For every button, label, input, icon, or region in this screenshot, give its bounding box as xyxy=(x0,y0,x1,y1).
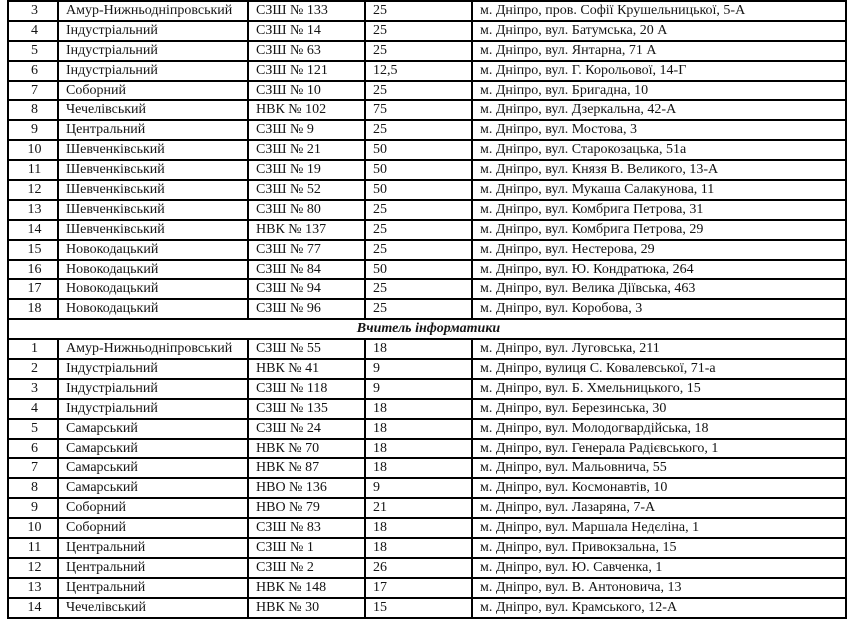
cell-district: Індустріальний xyxy=(58,359,248,379)
cell-school: СЗШ № 83 xyxy=(248,518,365,538)
cell-address: м. Дніпро, вул. Генерала Радієвського, 1 xyxy=(472,439,846,459)
cell-address: м. Дніпро, вул. Мальовнича, 55 xyxy=(472,458,846,478)
cell-hours: 18 xyxy=(365,518,472,538)
cell-school: НВО № 136 xyxy=(248,478,365,498)
table-row xyxy=(8,100,846,120)
cell-district: Шевченківський xyxy=(58,180,248,200)
table-row xyxy=(8,21,846,41)
cell-school: СЗШ № 80 xyxy=(248,200,365,220)
cell-address: м. Дніпро, вул. Мостова, 3 xyxy=(472,120,846,140)
table-row xyxy=(8,458,846,478)
cell-row-number: 7 xyxy=(8,81,58,101)
cell-district: Соборний xyxy=(58,81,248,101)
cell-district: Чечелівський xyxy=(58,598,248,618)
cell-address: м. Дніпро, вул. Ю. Кондратюка, 264 xyxy=(472,260,846,280)
cell-row-number: 12 xyxy=(8,558,58,578)
table-row xyxy=(8,399,846,419)
cell-school: НВК № 41 xyxy=(248,359,365,379)
cell-row-number: 14 xyxy=(8,220,58,240)
cell-row-number: 7 xyxy=(8,458,58,478)
table-row xyxy=(8,180,846,200)
cell-district: Індустріальний xyxy=(58,61,248,81)
cell-school: СЗШ № 1 xyxy=(248,538,365,558)
table-row xyxy=(8,498,846,518)
cell-school: СЗШ № 21 xyxy=(248,140,365,160)
cell-district: Центральний xyxy=(58,120,248,140)
cell-address: м. Дніпро, вул. Старокозацька, 51а xyxy=(472,140,846,160)
cell-school: СЗШ № 96 xyxy=(248,299,365,319)
cell-hours: 25 xyxy=(365,1,472,21)
cell-district: Амур-Нижньодніпровський xyxy=(58,339,248,359)
cell-address: м. Дніпро, вул. Бригадна, 10 xyxy=(472,81,846,101)
cell-address: м. Дніпро, вул. Космонавтів, 10 xyxy=(472,478,846,498)
cell-school: СЗШ № 2 xyxy=(248,558,365,578)
cell-hours: 50 xyxy=(365,160,472,180)
cell-school: СЗШ № 94 xyxy=(248,279,365,299)
cell-district: Шевченківський xyxy=(58,140,248,160)
table-row xyxy=(8,200,846,220)
cell-district: Новокодацький xyxy=(58,260,248,280)
cell-hours: 9 xyxy=(365,478,472,498)
cell-row-number: 6 xyxy=(8,439,58,459)
table-row xyxy=(8,558,846,578)
cell-district: Новокодацький xyxy=(58,279,248,299)
cell-school: СЗШ № 77 xyxy=(248,240,365,260)
cell-school: СЗШ № 24 xyxy=(248,419,365,439)
cell-district: Шевченківський xyxy=(58,160,248,180)
section-title-row xyxy=(8,319,846,339)
table-row xyxy=(8,518,846,538)
cell-address: м. Дніпро, вул. Дзеркальна, 42-А xyxy=(472,100,846,120)
cell-row-number: 10 xyxy=(8,518,58,538)
cell-address: м. Дніпро, вул. Нестерова, 29 xyxy=(472,240,846,260)
cell-district: Новокодацький xyxy=(58,240,248,260)
cell-hours: 18 xyxy=(365,439,472,459)
cell-district: Самарський xyxy=(58,439,248,459)
cell-hours: 21 xyxy=(365,498,472,518)
cell-address: м. Дніпро, вул. Янтарна, 71 А xyxy=(472,41,846,61)
cell-hours: 26 xyxy=(365,558,472,578)
cell-row-number: 6 xyxy=(8,61,58,81)
cell-school: СЗШ № 55 xyxy=(248,339,365,359)
cell-district: Центральний xyxy=(58,538,248,558)
cell-hours: 25 xyxy=(365,279,472,299)
cell-hours: 50 xyxy=(365,260,472,280)
cell-address: м. Дніпро, вул. Луговська, 211 xyxy=(472,339,846,359)
cell-hours: 50 xyxy=(365,180,472,200)
cell-school: НВК № 30 xyxy=(248,598,365,618)
cell-school: СЗШ № 10 xyxy=(248,81,365,101)
cell-row-number: 11 xyxy=(8,538,58,558)
cell-school: НВО № 79 xyxy=(248,498,365,518)
cell-school: НВК № 87 xyxy=(248,458,365,478)
cell-address: м. Дніпро, пров. Софії Крушельницької, 5-А xyxy=(472,1,846,21)
table-row xyxy=(8,1,846,21)
table-row xyxy=(8,240,846,260)
cell-district: Самарський xyxy=(58,458,248,478)
cell-address: м. Дніпро, вул. Князя В. Великого, 13-А xyxy=(472,160,846,180)
cell-school: СЗШ № 14 xyxy=(248,21,365,41)
cell-row-number: 9 xyxy=(8,498,58,518)
cell-hours: 25 xyxy=(365,299,472,319)
cell-row-number: 13 xyxy=(8,200,58,220)
table-row xyxy=(8,578,846,598)
cell-row-number: 2 xyxy=(8,359,58,379)
cell-district: Новокодацький xyxy=(58,299,248,319)
cell-school: СЗШ № 52 xyxy=(248,180,365,200)
cell-school: СЗШ № 19 xyxy=(248,160,365,180)
cell-address: м. Дніпро, вул. Батумська, 20 А xyxy=(472,21,846,41)
cell-hours: 15 xyxy=(365,598,472,618)
table-row xyxy=(8,260,846,280)
cell-district: Індустріальний xyxy=(58,399,248,419)
cell-row-number: 8 xyxy=(8,100,58,120)
table-row xyxy=(8,81,846,101)
cell-school: НВК № 102 xyxy=(248,100,365,120)
cell-district: Соборний xyxy=(58,518,248,538)
cell-hours: 75 xyxy=(365,100,472,120)
cell-row-number: 18 xyxy=(8,299,58,319)
cell-district: Шевченківський xyxy=(58,200,248,220)
cell-row-number: 1 xyxy=(8,339,58,359)
cell-address: м. Дніпро, вул. Коробова, 3 xyxy=(472,299,846,319)
cell-hours: 25 xyxy=(365,220,472,240)
table-row xyxy=(8,61,846,81)
cell-row-number: 4 xyxy=(8,21,58,41)
cell-school: СЗШ № 9 xyxy=(248,120,365,140)
cell-row-number: 17 xyxy=(8,279,58,299)
cell-hours: 9 xyxy=(365,359,472,379)
cell-address: м. Дніпро, вул. Молодогвардійська, 18 xyxy=(472,419,846,439)
table-row xyxy=(8,379,846,399)
cell-district: Амур-Нижньодніпровський xyxy=(58,1,248,21)
cell-row-number: 5 xyxy=(8,419,58,439)
cell-row-number: 16 xyxy=(8,260,58,280)
cell-address: м. Дніпро, вул. Березинська, 30 xyxy=(472,399,846,419)
cell-row-number: 13 xyxy=(8,578,58,598)
cell-row-number: 15 xyxy=(8,240,58,260)
cell-school: СЗШ № 121 xyxy=(248,61,365,81)
cell-hours: 25 xyxy=(365,81,472,101)
table-row xyxy=(8,359,846,379)
cell-district: Центральний xyxy=(58,578,248,598)
table-row xyxy=(8,299,846,319)
cell-row-number: 5 xyxy=(8,41,58,61)
cell-school: СЗШ № 135 xyxy=(248,399,365,419)
cell-school: СЗШ № 63 xyxy=(248,41,365,61)
cell-district: Індустріальний xyxy=(58,379,248,399)
cell-address: м. Дніпро, вул. Г. Корольової, 14-Г xyxy=(472,61,846,81)
cell-row-number: 12 xyxy=(8,180,58,200)
cell-address: м. Дніпро, вул. Комбрига Петрова, 31 xyxy=(472,200,846,220)
cell-district: Чечелівський xyxy=(58,100,248,120)
table-row xyxy=(8,120,846,140)
cell-school: СЗШ № 118 xyxy=(248,379,365,399)
table-row xyxy=(8,160,846,180)
cell-hours: 18 xyxy=(365,399,472,419)
cell-hours: 18 xyxy=(365,538,472,558)
table-row xyxy=(8,439,846,459)
cell-district: Індустріальний xyxy=(58,41,248,61)
cell-hours: 17 xyxy=(365,578,472,598)
cell-hours: 9 xyxy=(365,379,472,399)
cell-row-number: 10 xyxy=(8,140,58,160)
cell-address: м. Дніпро, вул. В. Антоновича, 13 xyxy=(472,578,846,598)
cell-row-number: 9 xyxy=(8,120,58,140)
table-row xyxy=(8,41,846,61)
cell-hours: 25 xyxy=(365,200,472,220)
cell-district: Центральний xyxy=(58,558,248,578)
schools-table xyxy=(7,0,847,619)
table-row xyxy=(8,220,846,240)
cell-hours: 25 xyxy=(365,240,472,260)
cell-hours: 25 xyxy=(365,41,472,61)
cell-school: НВК № 70 xyxy=(248,439,365,459)
cell-address: м. Дніпро, вул. Ю. Савченка, 1 xyxy=(472,558,846,578)
cell-hours: 12,5 xyxy=(365,61,472,81)
cell-row-number: 11 xyxy=(8,160,58,180)
table-row xyxy=(8,339,846,359)
cell-district: Шевченківський xyxy=(58,220,248,240)
cell-row-number: 14 xyxy=(8,598,58,618)
cell-address: м. Дніпро, вулиця С. Ковалевської, 71-а xyxy=(472,359,846,379)
cell-row-number: 3 xyxy=(8,1,58,21)
cell-row-number: 3 xyxy=(8,379,58,399)
cell-school: НВК № 148 xyxy=(248,578,365,598)
cell-row-number: 4 xyxy=(8,399,58,419)
cell-hours: 25 xyxy=(365,21,472,41)
schools-table-body xyxy=(8,1,846,618)
cell-row-number: 8 xyxy=(8,478,58,498)
cell-school: СЗШ № 84 xyxy=(248,260,365,280)
cell-hours: 25 xyxy=(365,120,472,140)
cell-district: Самарський xyxy=(58,419,248,439)
cell-hours: 18 xyxy=(365,339,472,359)
cell-address: м. Дніпро, вул. Маршала Недєліна, 1 xyxy=(472,518,846,538)
table-row xyxy=(8,538,846,558)
cell-hours: 18 xyxy=(365,419,472,439)
cell-address: м. Дніпро, вул. Б. Хмельницького, 15 xyxy=(472,379,846,399)
table-row xyxy=(8,140,846,160)
cell-district: Індустріальний xyxy=(58,21,248,41)
cell-hours: 50 xyxy=(365,140,472,160)
cell-address: м. Дніпро, вул. Привокзальна, 15 xyxy=(472,538,846,558)
cell-district: Соборний xyxy=(58,498,248,518)
table-row xyxy=(8,419,846,439)
cell-school: НВК № 137 xyxy=(248,220,365,240)
cell-address: м. Дніпро, вул. Комбрига Петрова, 29 xyxy=(472,220,846,240)
table-row xyxy=(8,598,846,618)
cell-address: м. Дніпро, вул. Велика Діївська, 463 xyxy=(472,279,846,299)
section-title: Вчитель інформатики xyxy=(8,319,846,339)
cell-address: м. Дніпро, вул. Мукаша Салакунова, 11 xyxy=(472,180,846,200)
cell-address: м. Дніпро, вул. Лазаряна, 7-А xyxy=(472,498,846,518)
cell-district: Самарський xyxy=(58,478,248,498)
cell-school: СЗШ № 133 xyxy=(248,1,365,21)
cell-hours: 18 xyxy=(365,458,472,478)
cell-address: м. Дніпро, вул. Крамського, 12-А xyxy=(472,598,846,618)
table-row xyxy=(8,478,846,498)
table-row xyxy=(8,279,846,299)
